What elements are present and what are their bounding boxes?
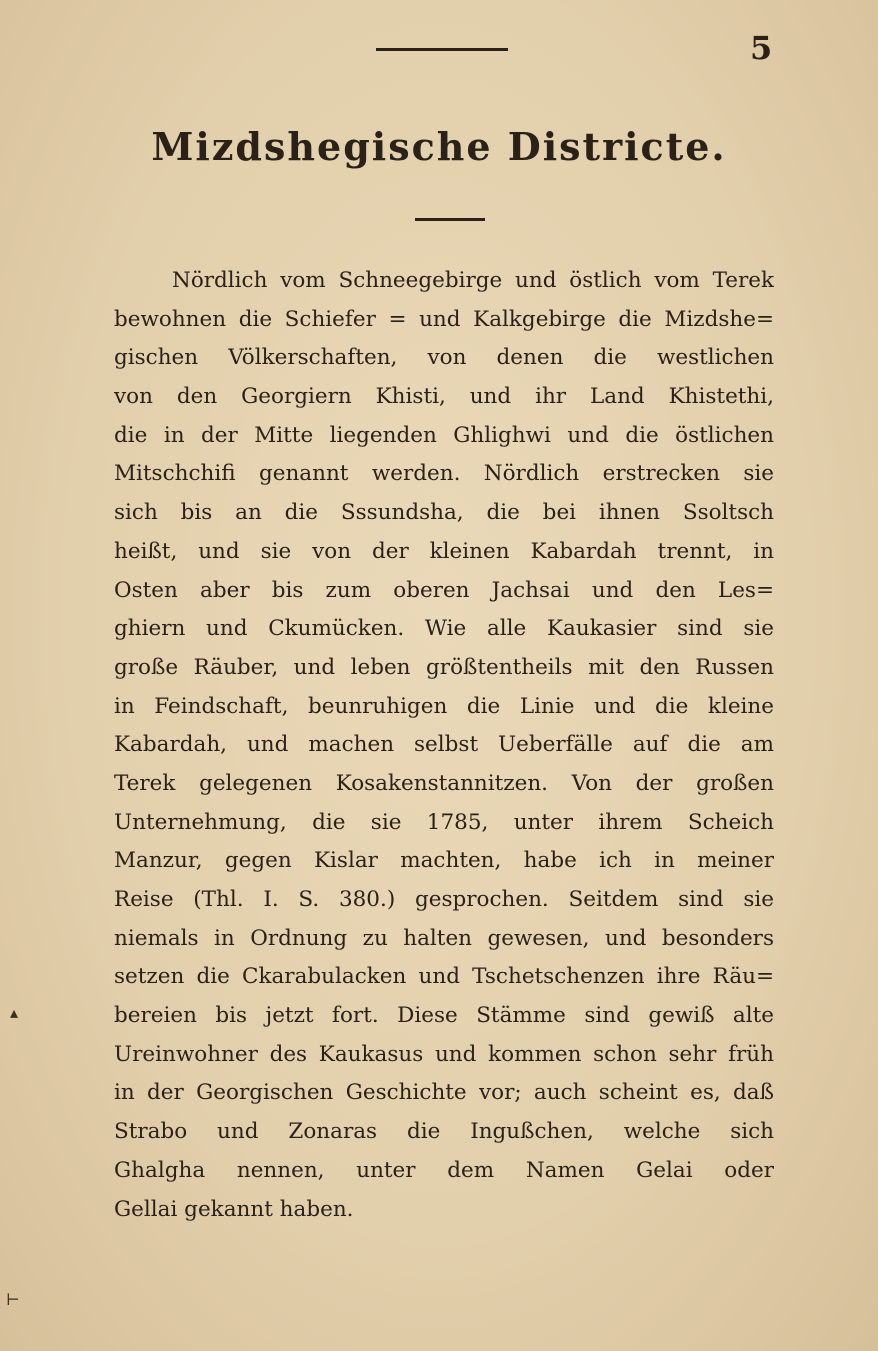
header-rule: [376, 48, 508, 51]
text-line: bewohnen die Schiefer = und Kalkgebirge die Mizdshe=: [114, 306, 774, 332]
text-line: in der Georgischen Geschichte vor; auch scheint es, daß: [114, 1080, 774, 1106]
text-line: Kabardah, und machen selbst Ueberfälle auf die am: [114, 732, 774, 758]
text-line: Strabo und Zonaras die Ingußchen, welche sich: [114, 1119, 774, 1145]
text-line: bereien bis jetzt fort. Diese Stämme sind gewiß alte: [114, 1003, 774, 1029]
text-line: Reise (Thl. I. S. 380.) gesprochen. Seitdem sind sie: [114, 887, 774, 912]
text-line: Ureinwohner des Kaukasus und kommen schon sehr früh: [114, 1041, 774, 1067]
text-line: Nördlich vom Schneegebirge und östlich vom Terek: [172, 268, 774, 293]
text-line: von den Georgiern Khisti, und ihr Land Khistethi,: [114, 384, 774, 410]
text-line: heißt, und sie von der kleinen Kabardah trennt, in: [114, 538, 774, 564]
text-line: Ghalgha nennen, unter dem Namen Gelai oder: [114, 1157, 774, 1183]
text-line: Terek gelegenen Kosakenstannitzen. Von der großen: [114, 770, 774, 796]
body-paragraph: [114, 262, 774, 1229]
text-line: sich bis an die Sssundsha, die bei ihnen Ssoltsch: [114, 500, 774, 526]
text-line: ghiern und Ckumücken. Wie alle Kaukasier sind sie: [114, 616, 774, 642]
text-line: setzen die Ckarabulacken und Tschetschenzen ihre Räu=: [114, 964, 774, 990]
text-line: Mitschchifi genannt werden. Nördlich erstrecken sie: [114, 461, 774, 487]
text-line: die in der Mitte liegenden Ghlighwi und die östlichen: [114, 422, 774, 448]
margin-mark: ▴: [10, 1003, 19, 1022]
page-number: 5: [750, 29, 773, 67]
text-line: Gellai gekannt haben.: [114, 1196, 354, 1222]
text-line: in Feindschaft, beunruhigen die Linie und die kleine: [114, 693, 774, 719]
text-line: gischen Völkerschaften, von denen die westlichen: [114, 345, 774, 371]
margin-mark: ⊢: [6, 1290, 20, 1309]
text-line: niemals in Ordnung zu halten gewesen, und besonders: [114, 925, 774, 951]
text-line: Manzur, gegen Kislar machten, habe ich in meiner: [114, 848, 774, 874]
title-divider: [415, 218, 485, 221]
chapter-title: Mizdshegische Districte.: [151, 124, 727, 169]
text-line: Unternehmung, die sie 1785, unter ihrem Scheich: [114, 809, 774, 835]
text-line: Osten aber bis zum oberen Jachsai und den Les=: [114, 577, 774, 603]
text-line: große Räuber, und leben größtentheils mit den Russen: [114, 654, 774, 680]
